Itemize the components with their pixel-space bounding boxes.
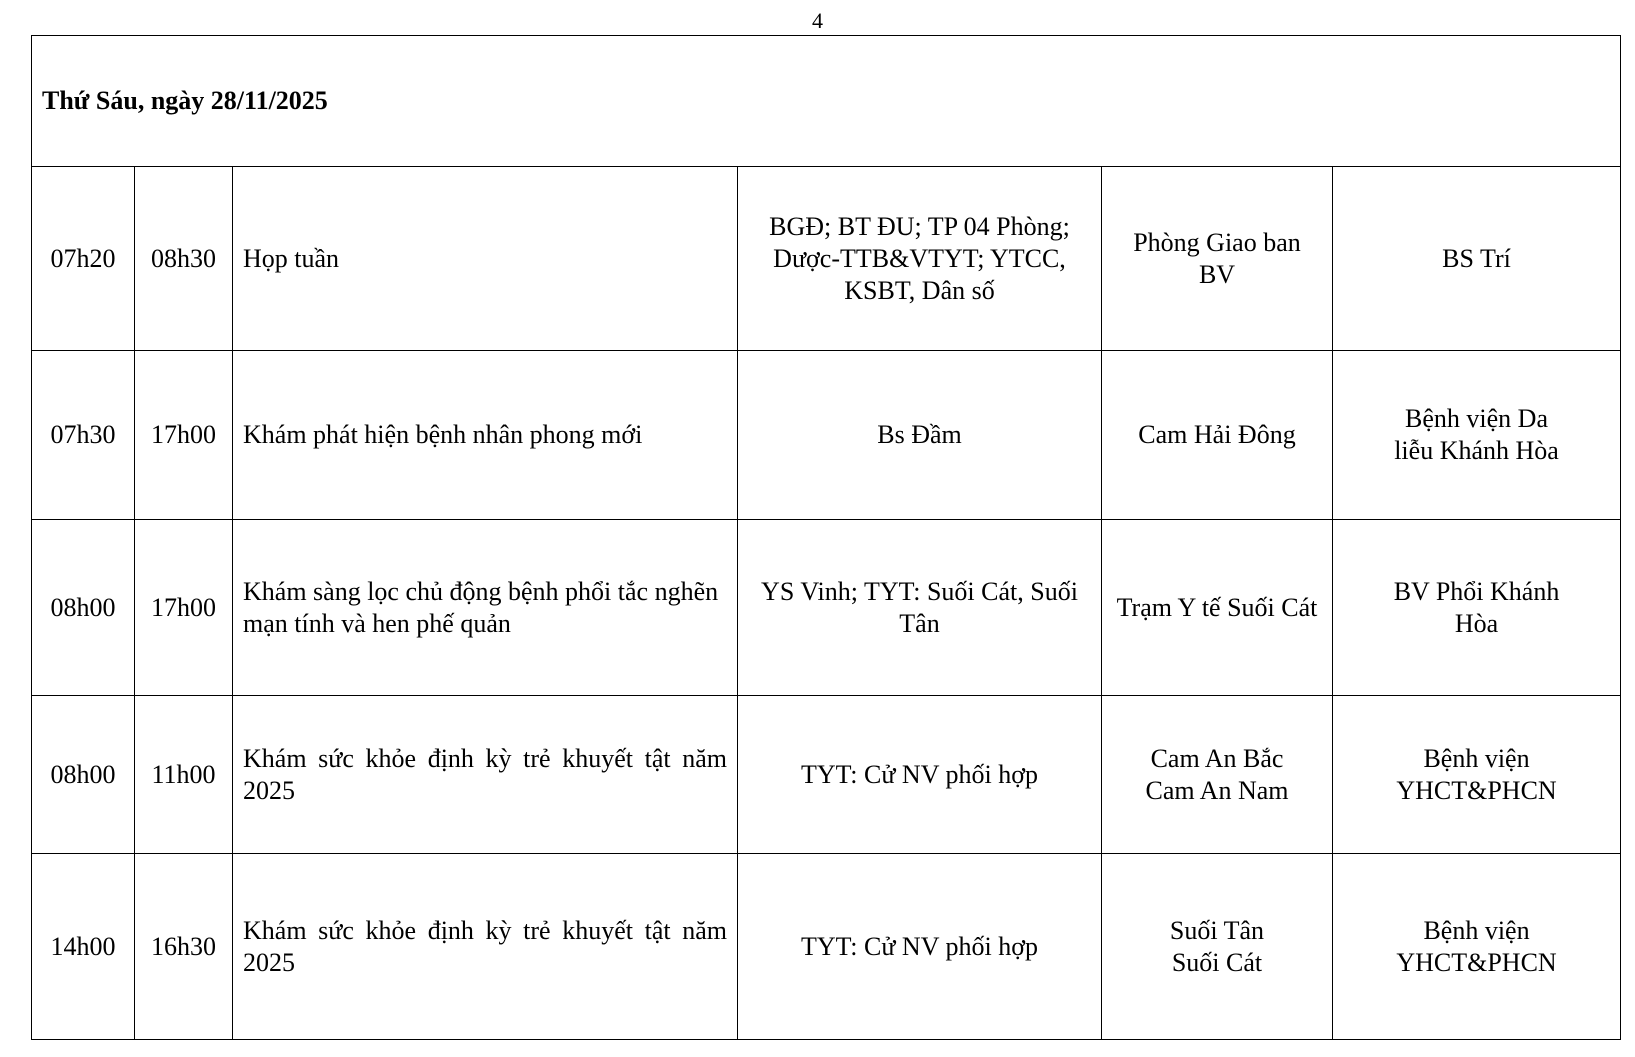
location-line: Suối Tân: [1169, 915, 1265, 945]
start-time: 08h00: [32, 696, 135, 854]
location: [1102, 854, 1333, 1040]
host-line: Bệnh viện: [1423, 743, 1530, 773]
location-line: BV: [1198, 259, 1236, 289]
host-line: YHCT&PHCN: [1396, 947, 1557, 977]
host: [1333, 696, 1621, 854]
participants: [738, 520, 1102, 696]
location-line: Cam Hải Đông: [1138, 420, 1296, 449]
day-header: Thứ Sáu, ngày 28/11/2025: [32, 36, 1621, 167]
location-line: Phòng Giao ban: [1133, 227, 1301, 257]
host-line: Hòa: [1454, 608, 1499, 638]
location: [1102, 696, 1333, 854]
participants-line: YS Vinh; TYT: Suối Cát, Suối: [761, 576, 1078, 606]
location-line: Trạm Y tế Suối Cát: [1116, 592, 1318, 622]
location-line: Cam An Bắc: [1150, 743, 1284, 773]
participants: [738, 167, 1102, 351]
host-line: liễu Khánh Hòa: [1394, 436, 1559, 465]
activity-content: Khám sức khỏe định kỳ trẻ khuyết tật năm 2025: [233, 696, 738, 854]
activity-content: Họp tuần: [233, 167, 738, 351]
host-line: BS Trí: [1442, 243, 1511, 273]
activity-content: Khám sức khỏe định kỳ trẻ khuyết tật năm 2025: [233, 854, 738, 1040]
table-row: [32, 854, 1621, 1040]
host: [1333, 351, 1621, 520]
participants-line: TYT: Cử NV phối hợp: [801, 931, 1038, 961]
end-time: 11h00: [135, 696, 233, 854]
table-row: [32, 696, 1621, 854]
participants: [738, 351, 1102, 520]
start-time: 07h20: [32, 167, 135, 351]
participants-line: TYT: Cử NV phối hợp: [801, 759, 1038, 789]
end-time: 08h30: [135, 167, 233, 351]
day-header-row: [32, 36, 1621, 167]
start-time: 14h00: [32, 854, 135, 1040]
end-time: 16h30: [135, 854, 233, 1040]
page-number: 4: [812, 8, 823, 33]
host: [1333, 167, 1621, 351]
participants: [738, 854, 1102, 1040]
location-line: Suối Cát: [1171, 947, 1263, 977]
host: [1333, 854, 1621, 1040]
location: [1102, 167, 1333, 351]
activity-content: Khám sàng lọc chủ động bệnh phổi tắc nghẽn mạn tính và hen phế quản: [233, 520, 738, 696]
host: [1333, 520, 1621, 696]
participants: [738, 696, 1102, 854]
location-line: Cam An Nam: [1145, 775, 1289, 805]
schedule-table: [31, 35, 1621, 1040]
host-line: BV Phổi Khánh: [1393, 576, 1560, 606]
host-line: YHCT&PHCN: [1396, 775, 1557, 805]
table-row: [32, 351, 1621, 520]
participants-line: KSBT, Dân số: [844, 275, 995, 305]
activity-content: Khám phát hiện bệnh nhân phong mới: [233, 351, 738, 520]
end-time: 17h00: [135, 351, 233, 520]
location: [1102, 351, 1333, 520]
participants-line: Tân: [899, 608, 940, 638]
participants-line: BGĐ; BT ĐU; TP 04 Phòng;: [769, 211, 1070, 241]
host-line: Bệnh viện: [1423, 915, 1530, 945]
participants-line: Dược-TTB&VTYT; YTCC,: [773, 243, 1066, 273]
end-time: 17h00: [135, 520, 233, 696]
table-row: [32, 520, 1621, 696]
location: [1102, 520, 1333, 696]
host-line: Bệnh viện Da: [1405, 404, 1548, 433]
start-time: 07h30: [32, 351, 135, 520]
start-time: 08h00: [32, 520, 135, 696]
participants-line: Bs Đầm: [877, 420, 962, 449]
table-row: [32, 167, 1621, 351]
